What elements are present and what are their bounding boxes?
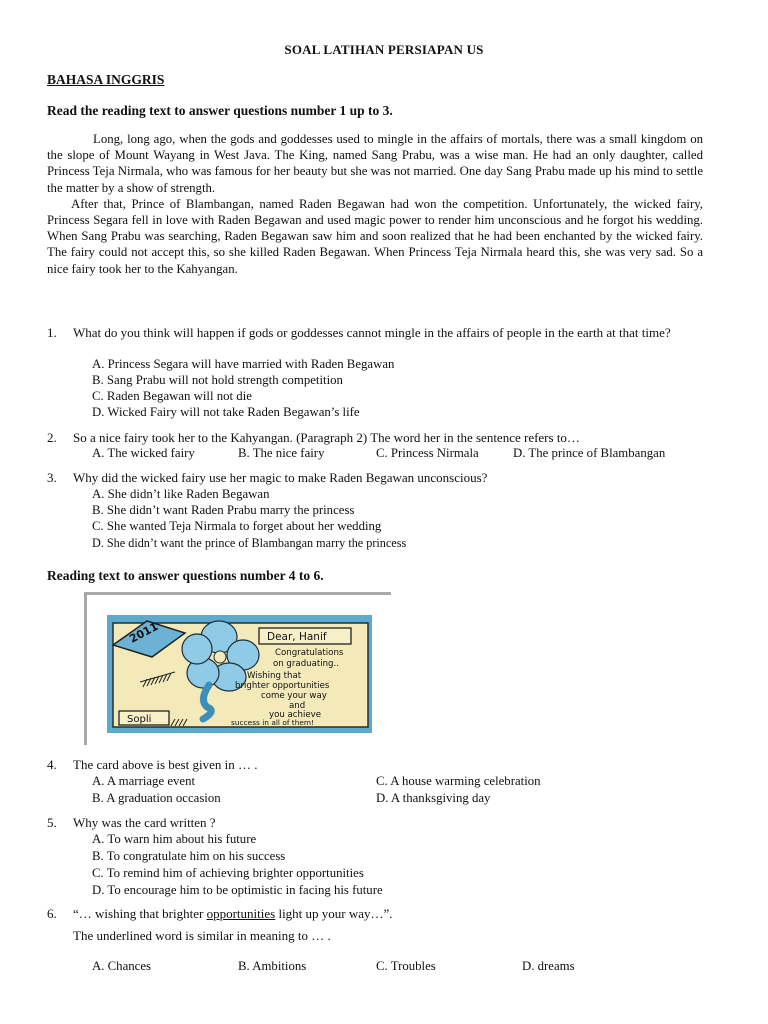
section1-instruction: Read the reading text to answer questions number 1 up to 3. xyxy=(47,103,393,118)
option-b: B. Sang Prabu will not hold strength competition xyxy=(92,373,343,387)
question-number: 5. xyxy=(47,815,57,830)
card-line-4: brighter opportunities xyxy=(235,681,330,691)
option-a: A. A marriage event xyxy=(92,774,196,788)
underlined-word: opportunities xyxy=(206,906,276,921)
passage-paragraph-2: After that, Prince of Blambangan, named Raden Begawan had won the competition. Unfortunately, the wicked fairy, Princess Segara fell in love with Raden Begawan and used magic power to render him unconscious and he forgot his wedding. When Sang Prabu was searching, Raden Begawan saw him and soon realized that he had been enchanted by the wicked fairy. The fairy could not accept this, so she killed Raden Begawan. When Princess Teja Nirmala heard this, she was very sad. So a nice fairy took her to the Kahyangan. xyxy=(47,196,703,276)
option-b: B. The nice fairy xyxy=(238,446,325,460)
question-number: 1. xyxy=(47,325,57,340)
page-title: SOAL LATIHAN PERSIAPAN US xyxy=(284,42,484,57)
card-line-7: you achieve xyxy=(269,710,322,720)
card-line-8: success in all of them! xyxy=(231,718,315,727)
option-c: C. A house warming celebration xyxy=(376,774,541,788)
option-d: D. Wicked Fairy will not take Raden Begawan’s life xyxy=(92,405,360,419)
graduation-card-image xyxy=(107,615,372,733)
option-a: A. Princess Segara will have married with Raden Begawan xyxy=(92,357,395,371)
question-number: 6. xyxy=(47,906,57,921)
question-1 xyxy=(47,325,737,425)
question-5 xyxy=(47,815,737,901)
subject-heading: BAHASA INGGRIS xyxy=(47,72,165,87)
question-text: Why did the wicked fairy use her magic to make Raden Begawan unconscious? xyxy=(73,470,488,485)
option-c: C. She wanted Teja Nirmala to forget about her wedding xyxy=(92,519,382,533)
option-a: A. The wicked fairy xyxy=(92,446,195,460)
card-line-2: on graduating.. xyxy=(273,659,339,669)
option-d: D. The prince of Blambangan xyxy=(513,446,666,460)
option-d: D. dreams xyxy=(522,959,575,973)
question-number: 2. xyxy=(47,430,57,445)
question-number: 4. xyxy=(47,757,57,772)
question-text: The underlined word is similar in meaning to … . xyxy=(73,928,331,943)
question-text: Why was the card written ? xyxy=(73,815,216,830)
question-text: What do you think will happen if gods or goddesses cannot mingle in the affairs of people in the earth at that time? xyxy=(73,325,671,340)
question-3 xyxy=(47,470,737,554)
quote-start: “… wishing that brighter xyxy=(73,906,207,921)
question-quote xyxy=(73,906,723,922)
option-b: B. She didn’t want Raden Prabu marry the princess xyxy=(92,503,355,517)
option-a: A. Chances xyxy=(92,959,151,973)
option-b: B. Ambitions xyxy=(238,959,307,973)
card-line-5: come your way xyxy=(261,691,327,701)
card-sender: Sopli xyxy=(127,714,152,725)
question-text: So a nice fairy took her to the Kahyangan. (Paragraph 2) The word her in the sentence refers to… xyxy=(73,430,580,445)
option-b: B. To congratulate him on his success xyxy=(92,849,286,863)
option-a: A. To warn him about his future xyxy=(92,832,257,846)
reading-passage xyxy=(47,131,703,277)
option-a: A. She didn’t like Raden Begawan xyxy=(92,487,270,501)
option-c: C. To remind him of achieving brighter opportunities xyxy=(92,866,364,880)
option-c: C. Troubles xyxy=(376,959,436,973)
option-d: D. A thanksgiving day xyxy=(376,791,491,805)
card-year: 2011 xyxy=(127,619,161,646)
section2-instruction: Reading text to answer questions number 4 to 6. xyxy=(47,568,324,583)
question-6 xyxy=(47,906,737,978)
option-c: C. Raden Begawan will not die xyxy=(92,389,252,403)
card-line-3: Wishing that xyxy=(247,671,302,681)
option-c: C. Princess Nirmala xyxy=(376,446,479,460)
option-d: D. She didn’t want the prince of Blambangan marry the princess xyxy=(92,536,407,550)
option-d: D. To encourage him to be optimistic in facing his future xyxy=(92,883,383,897)
card-recipient: Dear, Hanif xyxy=(267,631,327,643)
quote-end: light up your way…”. xyxy=(275,906,393,921)
question-2 xyxy=(47,430,737,466)
option-b: B. A graduation occasion xyxy=(92,791,221,805)
question-4 xyxy=(47,757,737,807)
question-number: 3. xyxy=(47,470,57,485)
passage-paragraph-1: Long, long ago, when the gods and goddesses used to mingle in the affairs of mortals, there was a small kingdom on the slope of Mount Wayang in West Java. The King, named Sang Prabu, was a wise man. He had an only daughter, called Princess Teja Nirmala, who was famous for her beauty but she was not married. One day Sang Prabu made up his mind to settle the matter by a show of strength. xyxy=(47,132,703,195)
card-line-1: Congratulations xyxy=(275,648,344,658)
question-text: The card above is best given in … . xyxy=(73,757,258,772)
card-line-6: and xyxy=(289,701,306,711)
